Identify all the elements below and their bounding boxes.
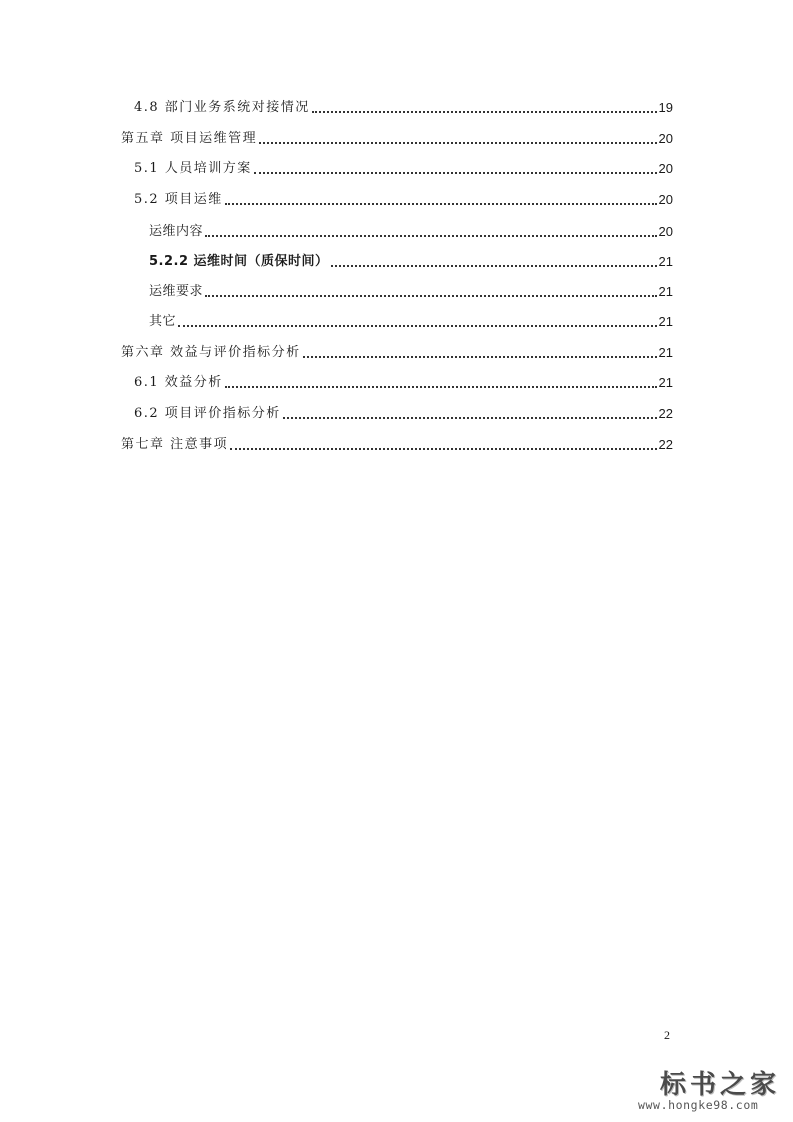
dot-leader [303,355,657,358]
toc-entry[interactable] [149,252,673,272]
toc-entry-page: 20 [658,131,673,146]
toc-entry-page: 19 [658,100,673,115]
toc-entry-page: 22 [658,406,673,421]
toc-entry[interactable] [134,98,673,118]
toc-entry-page: 20 [658,161,673,176]
page-number: 2 [664,1028,670,1042]
toc-entry-label: 6.1 效益分析 [134,375,223,390]
toc-entry[interactable] [149,282,673,302]
toc-entry-label: 4.8 部门业务系统对接情况 [134,100,310,115]
toc-entry-label: 5.1 人员培训方案 [134,161,252,176]
dot-leader [205,234,657,237]
toc-entry-page: 20 [658,224,673,239]
watermark-title: 标书之家 [660,1070,781,1100]
dot-leader [283,416,657,419]
dot-leader [225,202,657,205]
toc-entry-label: 5.2.2 运维时间（质保时间） [149,254,329,269]
toc-entry-page: 21 [658,375,673,390]
toc-entry-label: 第六章 效益与评价指标分析 [121,345,301,360]
toc-entry-label: 第七章 注意事项 [121,437,229,452]
dot-leader [254,171,657,174]
dot-leader [312,110,657,113]
watermark-logo [638,1064,788,1116]
toc-entry-page: 21 [658,284,673,299]
toc-entry-page: 22 [658,437,673,452]
toc-entry[interactable] [149,312,673,332]
toc-entry[interactable] [121,435,673,455]
toc-entry-label: 运维内容 [149,224,204,239]
toc-entry-label: 运维要求 [149,284,204,299]
toc-entry[interactable] [134,373,673,393]
dot-leader [178,324,657,327]
dot-leader [225,385,657,388]
dot-leader [230,447,656,450]
toc-entry-label: 其它 [149,314,177,329]
dot-leader [331,264,657,267]
toc-entry-label: 6.2 项目评价指标分析 [134,406,281,421]
toc-entry-page: 21 [658,254,673,269]
toc-entry[interactable] [134,190,673,210]
watermark-url: www.hongke98.com [638,1098,759,1112]
toc-entry[interactable] [134,159,673,179]
toc-entry-page: 21 [658,345,673,360]
toc-entry-label: 第五章 项目运维管理 [121,131,258,146]
toc-entry[interactable] [121,129,673,149]
toc-entry-page: 21 [658,314,673,329]
toc-entry[interactable] [134,404,673,424]
toc-entry[interactable] [121,343,673,363]
toc-entry-label: 5.2 项目运维 [134,192,223,207]
toc-entry-page: 20 [658,192,673,207]
dot-leader [205,294,657,297]
toc-entry[interactable] [149,222,673,242]
dot-leader [259,141,656,144]
